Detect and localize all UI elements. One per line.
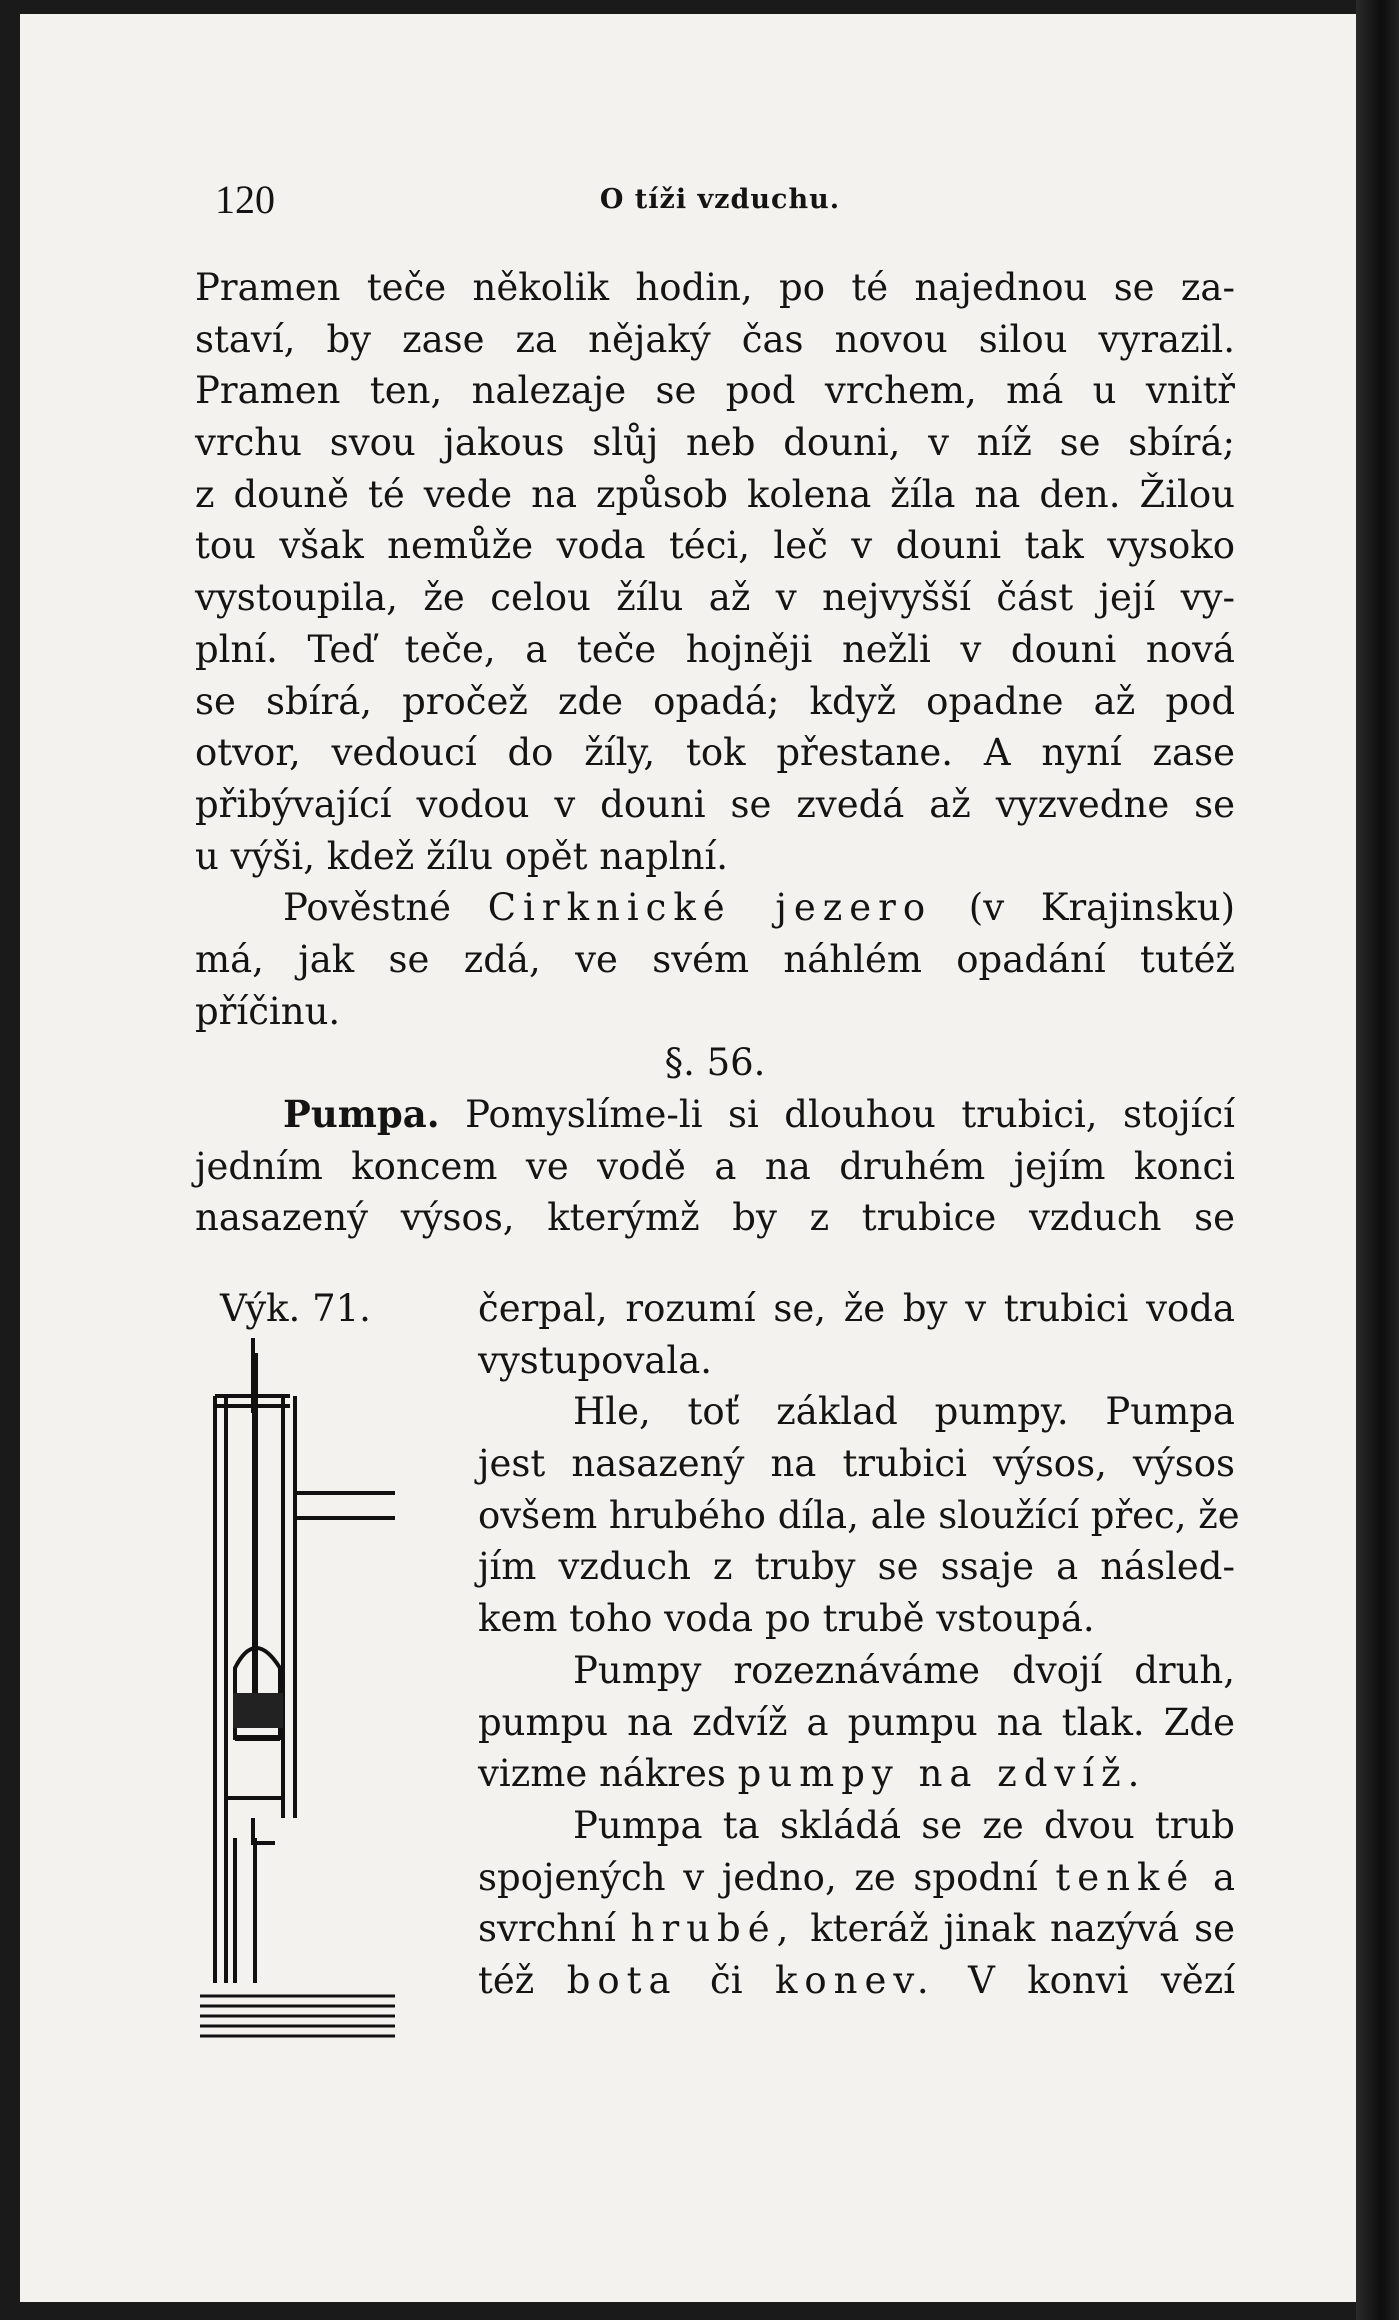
text-span: Pověstné [283, 886, 452, 930]
text-span: Pomyslíme-li si dlouhou trubici, stojící [465, 1093, 1235, 1136]
text-span: či [710, 1958, 743, 2002]
water-surface [200, 1996, 395, 2036]
text-span: kteráž jinak nazývá se [810, 1907, 1236, 1951]
side-line [478, 1955, 1235, 2007]
text-line: vystoupila, že celou žílu až v nejvyšší část její vy- [195, 576, 1235, 620]
spaced-term: bota [566, 1958, 678, 2002]
side-line [478, 1748, 1235, 1800]
spaced-term: pumpy na zdvíž. [737, 1752, 1147, 1796]
section-heading: §. 56. [664, 1041, 766, 1085]
text-line: plní. Teď teče, a teče hojněji nežli v douni nová [195, 627, 1235, 671]
text-line: otvor, vedoucí do žíly, tok přestane. A nyní zase [195, 731, 1235, 775]
text-span: V konvi vězí [968, 1958, 1236, 2002]
side-line: Pumpa ta skládá se ze dvou trub [573, 1803, 1235, 1847]
text-span: vizme nákres [478, 1752, 726, 1796]
text-line: Pramen teče několik hodin, po té najednou se za- [195, 266, 1235, 309]
text-span: spojených v jedno, ze spodní [478, 1855, 1038, 1899]
side-line: kem toho voda po trubě vstoupá. [478, 1597, 1095, 1641]
text-line: staví, by zase za nějaký čas novou silou vyrazil. [195, 317, 1235, 361]
text-line: vrchu svou jakous slůj neb douni, v níž se sbírá; [195, 421, 1235, 465]
side-line [478, 1903, 1235, 1955]
side-line: pumpu na zdvíž a pumpu na tlak. Zde [478, 1700, 1235, 1744]
lower-pipe-walls [235, 1838, 255, 1983]
pumpa-line [195, 1089, 1235, 1141]
text-span: a [1212, 1855, 1235, 1899]
paragraph-line: má, jak se zdá, ve svém náhlém opadání tutéž [195, 937, 1235, 981]
text-line: přibývající vodou v douni se zvedá až vyzvedne se [195, 782, 1235, 826]
side-line [478, 1852, 1235, 1904]
spout [295, 1493, 395, 1518]
page-header [195, 176, 1245, 236]
side-line: jím vzduch z truby se ssaje a násled- [478, 1545, 1235, 1589]
text-line: Pramen ten, nalezaje se pod vrchem, má u vnitř [195, 369, 1235, 413]
side-line: čerpal, rozumí se, že by v trubici voda [478, 1287, 1235, 1330]
pipe-right-walls [283, 1396, 295, 1818]
text-line: u výši, kdež žílu opět naplní. [195, 834, 729, 878]
figure-caption: Výk. 71. [220, 1287, 371, 1330]
text-span: svrchní [478, 1907, 616, 1951]
piston-fill [233, 1693, 283, 1728]
figure-column [195, 1283, 465, 1335]
side-text [478, 1283, 1240, 2007]
running-head: O tíži vzduchu. [599, 184, 841, 215]
text-line: z douně té vede na způsob kolena žíla na den. Žilou [195, 472, 1235, 516]
side-line: jest nasazený na trubici výsos, výsos [478, 1442, 1235, 1486]
pipe-left-walls [215, 1396, 226, 1983]
side-line: ovšem hrubého díla, ale sloužící přec, že [478, 1493, 1240, 1537]
paragraph-line [195, 882, 1235, 934]
paragraph-line: příčinu. [195, 989, 341, 1033]
side-line: Hle, toť základ pumpy. Pumpa [573, 1390, 1235, 1434]
spaced-term: konev. [774, 1958, 936, 2002]
book-spine [1356, 0, 1399, 2320]
text-line: tou však nemůže voda téci, leč v douni tak vysoko [195, 524, 1235, 568]
text-span: též [478, 1958, 535, 2002]
text-line: se sbírá, pročež zde opadá; když opadne až pod [195, 679, 1235, 723]
pump-illustration [195, 1338, 465, 2043]
text-span: (v Krajinsku) [968, 886, 1236, 930]
spaced-term: tenké [1055, 1855, 1196, 1899]
page-number: 120 [215, 177, 275, 222]
bold-term: Pumpa. [283, 1092, 440, 1136]
pumpa-line: jedním koncem ve vodě a na druhém jejím konci [195, 1144, 1235, 1188]
side-line: Pumpy rozeznáváme dvojí druh, [573, 1648, 1235, 1692]
spaced-term: hrubé, [630, 1907, 796, 1951]
side-line: vystupovala. [478, 1338, 713, 1382]
spaced-term: Cirknické jezero [487, 886, 933, 930]
main-text [195, 262, 1235, 1244]
pumpa-line: nasazený výsos, kterýmž by z trubice vzduch se [195, 1196, 1235, 1240]
